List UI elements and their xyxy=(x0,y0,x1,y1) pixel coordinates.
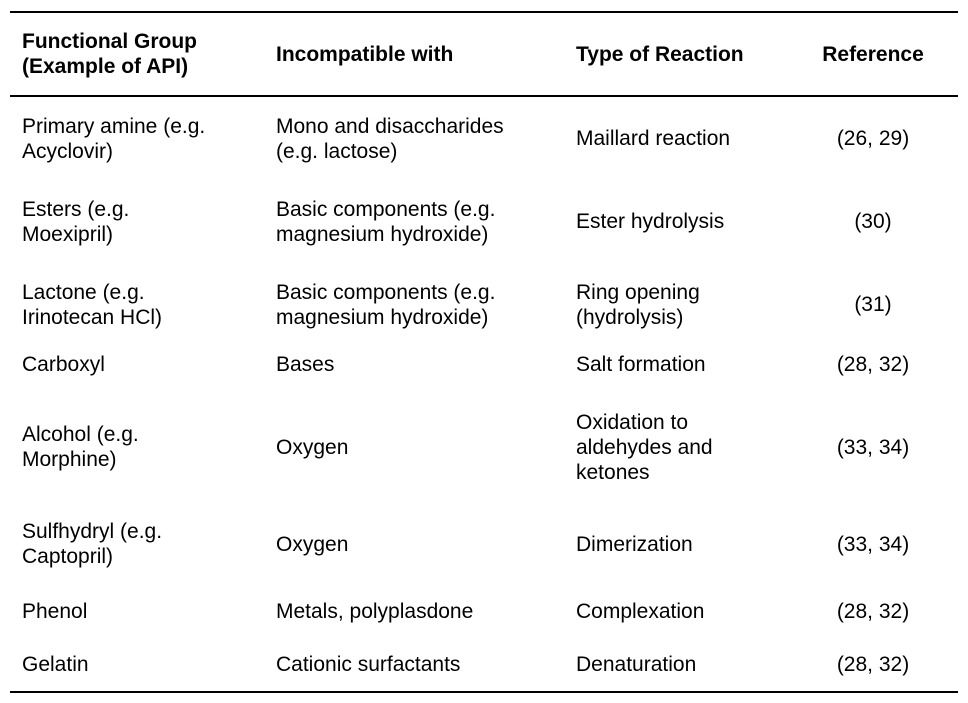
cell-text: ketones xyxy=(576,460,650,484)
cell-text: magnesium hydroxide) xyxy=(276,305,489,329)
cell-text: aldehydes and xyxy=(576,435,713,459)
table-header-row xyxy=(10,13,958,95)
cell-text: Acyclovir) xyxy=(22,139,114,163)
cell-incompatible-with xyxy=(264,652,564,677)
table-row xyxy=(10,346,958,382)
cell-type-of-reaction xyxy=(564,352,798,377)
cell-functional-group xyxy=(10,197,264,247)
header-incompatible-with xyxy=(264,42,564,67)
cell-text: Irinotecan HCl) xyxy=(22,305,163,329)
cell-text: Dimerization xyxy=(576,532,693,556)
cell-reference: (30) xyxy=(854,210,892,233)
cell-text: Metals, polyplasdone xyxy=(276,599,474,623)
cell-reference: (28, 32) xyxy=(836,599,910,623)
table-row xyxy=(10,97,958,180)
header-functional-group xyxy=(10,29,264,79)
cell-text: Bases xyxy=(276,352,335,376)
cell-functional-group xyxy=(10,599,264,624)
cell-text: Primary amine (e.g. xyxy=(22,114,206,138)
cell-reference: (31) xyxy=(854,293,892,316)
cell-text: Sulfhydryl (e.g. xyxy=(22,520,163,543)
table-row xyxy=(10,382,958,512)
table-row xyxy=(10,263,958,346)
header-text: Functional Group xyxy=(22,30,197,53)
header-text: (Example of API) xyxy=(22,55,189,78)
header-reference xyxy=(798,42,958,67)
cell-text: Salt formation xyxy=(576,352,706,376)
header-text: Incompatible with xyxy=(276,42,454,66)
cell-text: Oxidation to xyxy=(576,410,689,434)
cell-text: Captopril) xyxy=(22,545,114,568)
cell-type-of-reaction xyxy=(564,532,798,557)
table-row xyxy=(10,180,958,263)
cell-type-of-reaction xyxy=(564,652,798,677)
cell-text: Alcohol (e.g. xyxy=(22,423,139,446)
cell-text: Moexipril) xyxy=(22,222,114,246)
table-bottom-rule xyxy=(10,691,958,693)
header-text: Reference xyxy=(822,42,924,66)
cell-reference: (33, 34) xyxy=(836,435,910,459)
cell-text: Ester hydrolysis xyxy=(576,210,725,233)
cell-type-of-reaction xyxy=(564,280,798,330)
cell-type-of-reaction xyxy=(564,209,798,234)
cell-text: Lactone (e.g. xyxy=(22,280,145,304)
cell-text: Carboxyl xyxy=(22,352,105,376)
cell-text: Basic components (e.g. xyxy=(276,280,496,304)
cell-functional-group xyxy=(10,114,264,164)
cell-incompatible-with xyxy=(264,532,564,557)
cell-text: Maillard reaction xyxy=(576,127,731,150)
cell-incompatible-with xyxy=(264,352,564,377)
table-row xyxy=(10,646,958,683)
cell-incompatible-with xyxy=(264,197,564,247)
cell-reference: (28, 32) xyxy=(836,352,910,376)
cell-text: Phenol xyxy=(22,599,88,623)
cell-text: Basic components (e.g. xyxy=(276,197,496,221)
header-type-of-reaction xyxy=(564,42,798,67)
table-row xyxy=(10,512,958,576)
cell-incompatible-with xyxy=(264,435,564,460)
cell-text: Mono and disaccharides xyxy=(276,114,504,138)
cell-text: Esters (e.g. xyxy=(22,197,130,221)
cell-incompatible-with xyxy=(264,114,564,164)
cell-text: Oxygen xyxy=(276,435,349,459)
cell-functional-group xyxy=(10,652,264,677)
cell-functional-group xyxy=(10,519,264,569)
cell-functional-group xyxy=(10,280,264,330)
cell-functional-group xyxy=(10,422,264,472)
cell-text: Cationic surfactants xyxy=(276,653,461,676)
header-text: Type of Reaction xyxy=(576,42,744,66)
cell-text: (hydrolysis) xyxy=(576,305,684,329)
cell-incompatible-with xyxy=(264,280,564,330)
cell-reference: (33, 34) xyxy=(836,532,910,556)
cell-reference: (28, 32) xyxy=(836,653,910,676)
incompatibility-table xyxy=(10,11,958,693)
cell-type-of-reaction xyxy=(564,599,798,624)
cell-text: Ring opening xyxy=(576,280,700,304)
cell-type-of-reaction xyxy=(564,410,798,485)
cell-text: magnesium hydroxide) xyxy=(276,222,489,246)
cell-incompatible-with xyxy=(264,599,564,624)
cell-text: Oxygen xyxy=(276,532,349,556)
cell-text: (e.g. lactose) xyxy=(276,139,398,163)
cell-text: Morphine) xyxy=(22,448,117,471)
table-row xyxy=(10,576,958,646)
cell-text: Denaturation xyxy=(576,653,697,676)
cell-type-of-reaction xyxy=(564,126,798,151)
cell-text: Complexation xyxy=(576,599,705,623)
cell-reference: (26, 29) xyxy=(836,127,910,150)
cell-functional-group xyxy=(10,352,264,377)
cell-text: Gelatin xyxy=(22,653,89,676)
